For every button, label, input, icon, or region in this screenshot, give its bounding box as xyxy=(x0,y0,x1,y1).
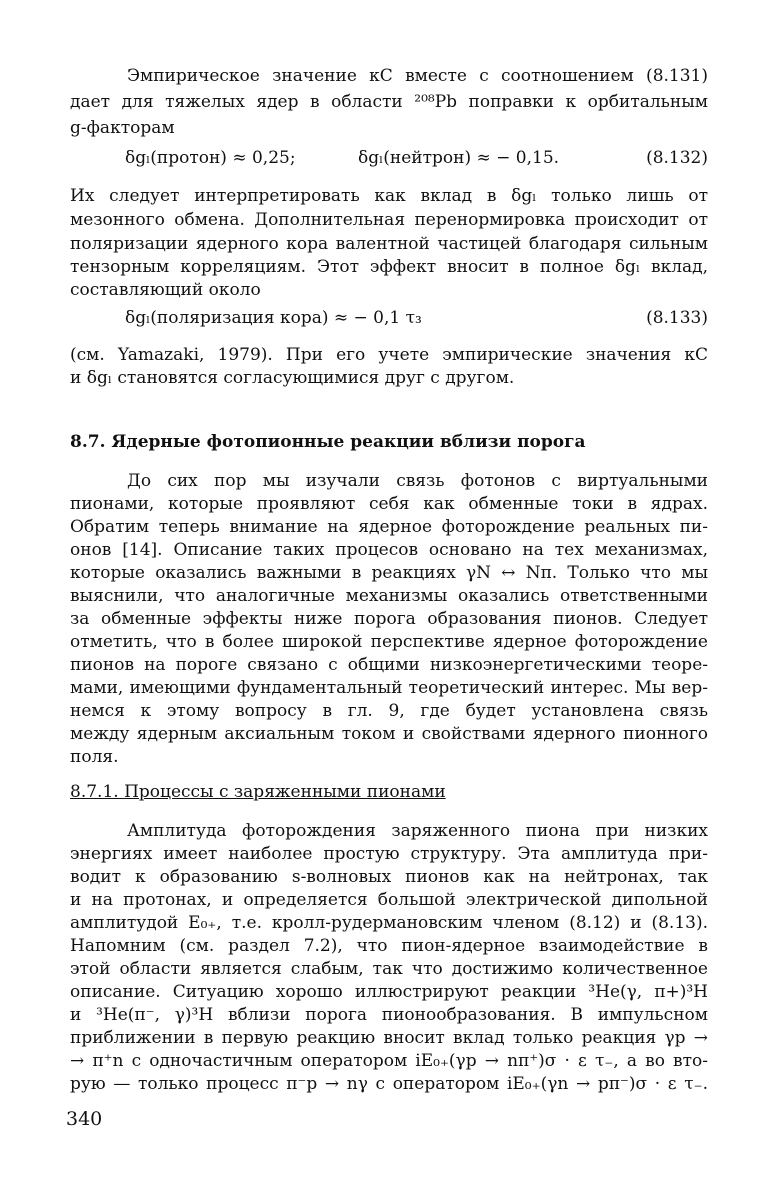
text-line: немся к этому вопросу в гл. 9, где будет установлена связь xyxy=(70,701,708,721)
text-line: (см. Yamazaki, 1979). При его учете эмпирические значения κC xyxy=(70,345,708,365)
text-line: поляризации ядерного кора валентной частицей благодаря сильным xyxy=(70,234,708,254)
text-line: Напомним (см. раздел 7.2), что пион-ядерное взаимодействие в xyxy=(70,936,708,956)
text-line: мезонного обмена. Дополнительная перенормировка происходит от xyxy=(70,210,708,230)
section-heading: 8.7. Ядерные фотопионные реакции вблизи порога xyxy=(70,432,586,452)
text-line: До сих пор мы изучали связь фотонов с виртуальными xyxy=(127,471,708,491)
text-line: отметить, что в более широкой перспективе ядерное фоторождение xyxy=(70,632,708,652)
page-number: 340 xyxy=(66,1108,103,1130)
equation-number: (8.132) xyxy=(646,148,708,168)
text-line: пионами, которые проявляют себя как обменные токи в ядрах. xyxy=(70,494,708,514)
text-line: Их следует интерпретировать как вклад в δgₗ только лишь от xyxy=(70,186,708,206)
text-line: водит к образованию s-волновых пионов как на нейтронах, так xyxy=(70,867,708,887)
text-line: Эмпирическое значение κC вместе с соотношением (8.131) xyxy=(127,66,708,86)
text-line: пионов на пороге связано с общими низкоэнергетическими теоре- xyxy=(70,655,708,675)
text-line: между ядерным аксиальным током и свойствами ядерного пионного xyxy=(70,724,708,744)
text-line: этой области является слабым, так что достижимо количественное xyxy=(70,959,708,979)
text-line: приближении в первую реакцию вносит вклад только реакция γp → xyxy=(70,1028,708,1048)
text-line: рую — только процесс π⁻p → nγ с оператором iE₀₊(γn → pπ⁻)σ · ε τ₋. xyxy=(70,1074,708,1094)
text-line: g-факторам xyxy=(70,118,175,138)
equation-8-132-right: δgₗ(нейтрон) ≈ − 0,15. xyxy=(358,148,560,168)
text-line: тензорным корреляциям. Этот эффект вносит в полное δgₗ вклад, xyxy=(70,257,708,277)
text-line: за обменные эффекты ниже порога образования пионов. Следует xyxy=(70,609,708,629)
text-line: и ³He(π⁻, γ)³H вблизи порога пионообразования. В импульсном xyxy=(70,1005,708,1025)
text-line: составляющий около xyxy=(70,280,261,300)
text-line: выяснили, что аналогичные механизмы оказались ответственными xyxy=(70,586,708,606)
equation-8-132-left: δgₗ(протон) ≈ 0,25; xyxy=(125,148,296,168)
text-line: Амплитуда фоторождения заряженного пиона при низких xyxy=(127,821,708,841)
text-line: мами, имеющими фундаментальный теоретический интерес. Мы вер- xyxy=(70,678,708,698)
equation-8-133: δgₗ(поляризация кора) ≈ − 0,1 τ₃ xyxy=(125,308,422,328)
text-line: онов [14]. Описание таких процесов основано на тех механизмах, xyxy=(70,540,708,560)
subsection-heading: 8.7.1. Процессы с заряженными пионами xyxy=(70,782,446,802)
text-line: амплитудой E₀₊, т.е. кролл-рудермановским членом (8.12) и (8.13). xyxy=(70,913,708,933)
text-line: и на протонах, и определяется большой электрической дипольной xyxy=(70,890,708,910)
text-line: поля. xyxy=(70,747,119,767)
text-line: Обратим теперь внимание на ядерное фоторождение реальных пи- xyxy=(70,517,708,537)
text-line: которые оказались важными в реакциях γN ↔ Nπ. Только что мы xyxy=(70,563,708,583)
text-line: → π⁺n с одночастичным оператором iE₀₊(γp → nπ⁺)σ · ε τ₋, а во вто- xyxy=(70,1051,708,1071)
equation-number: (8.133) xyxy=(646,308,708,328)
text-line: и δgₗ становятся согласующимися друг с другом. xyxy=(70,368,515,388)
text-line: дает для тяжелых ядер в области ²⁰⁸Pb поправки к орбитальным xyxy=(70,92,708,112)
text-line: энергиях имеет наиболее простую структуру. Эта амплитуда при- xyxy=(70,844,708,864)
text-line: описание. Ситуацию хорошо иллюстрируют реакции ³He(γ, π+)³H xyxy=(70,982,708,1002)
